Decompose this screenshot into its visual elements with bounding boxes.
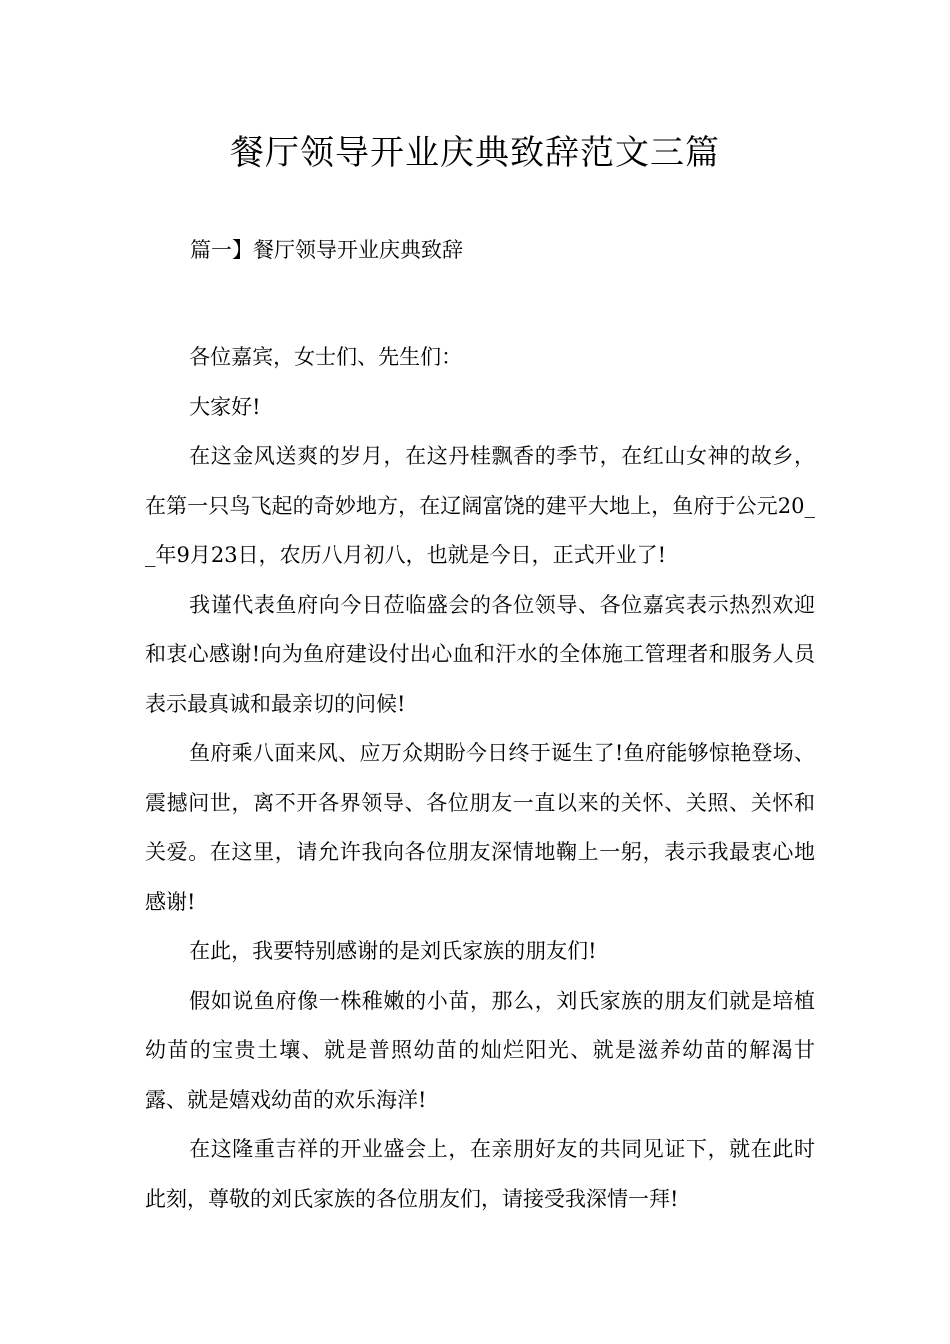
- paragraph-special-thanks: 在此，我要特别感谢的是刘氏家族的朋友们!: [189, 939, 597, 963]
- paragraph-gratitude: 鱼府乘八面来风、应万众期盼今日终于诞生了!鱼府能够惊艳登场、震撼问世，离不开各界领导、各位朋友一直以来的关怀、关照、关怀和关爱。在这里，请允许我向各位朋友深情地鞠上一躬，表示我最衷心地感谢!: [145, 741, 815, 914]
- paragraph-opening: 在这金风送爽的岁月，在这丹桂飘香的季节，在红山女神的故乡，在第一只鸟飞起的奇妙地方，在辽阔富饶的建平大地上，鱼府于公元20__年9月23日，农历八月初八，也就是今日，正式开业了!: [145, 444, 815, 567]
- paragraph-closing: 在这隆重吉祥的开业盛会上，在亲朋好友的共同见证下，就在此时此刻，尊敬的刘氏家族的各位朋友们，请接受我深情一拜!: [145, 1137, 815, 1211]
- paragraph-hello: 大家好!: [189, 394, 261, 419]
- document-title: 餐厅领导开业庆典致辞范文三篇: [230, 133, 720, 173]
- paragraph-greeting: 各位嘉宾，女士们、先生们：: [189, 345, 463, 369]
- section-heading: 篇一】餐厅领导开业庆典致辞: [190, 238, 463, 262]
- paragraph-metaphor: 假如说鱼府像一株稚嫩的小苗，那么，刘氏家族的朋友们就是培植幼苗的宝贵土壤、就是普照幼苗的灿烂阳光、就是滋养幼苗的解渴甘露、就是嬉戏幼苗的欢乐海洋!: [145, 988, 815, 1112]
- document-body: [145, 333, 815, 1224]
- paragraph-thanks: 我谨代表鱼府向今日莅临盛会的各位领导、各位嘉宾表示热烈欢迎和衷心感谢!向为鱼府建设付出心血和汗水的全体施工管理者和服务人员表示最真诚和最亲切的问候!: [145, 592, 815, 716]
